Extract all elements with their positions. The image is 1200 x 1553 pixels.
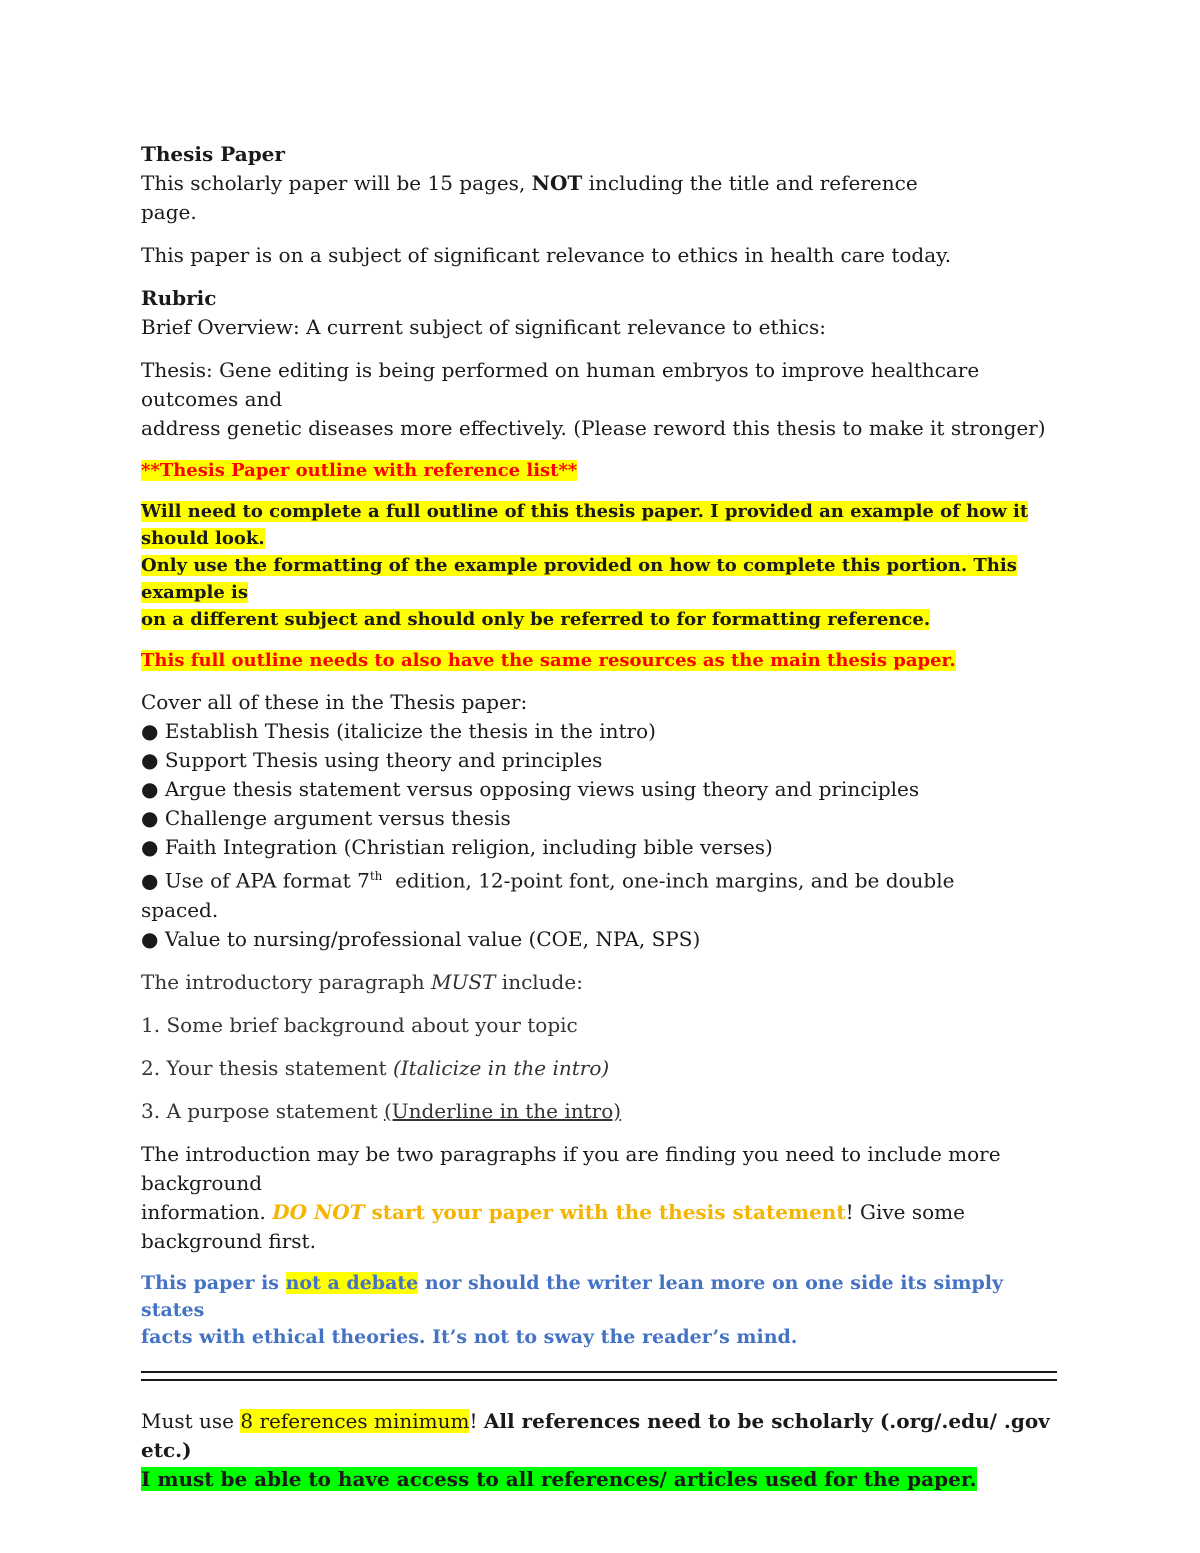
outline-instructions — [141, 498, 1061, 633]
intro-line-2: page. — [141, 200, 197, 224]
bullet-icon: ● — [141, 926, 159, 951]
intro-item-2: 2. Your thesis statement (Italicize in the intro) — [141, 1055, 610, 1080]
outline-instr-2: Only use the formatting of the example provided on how to complete this portion. This example is — [141, 555, 1017, 603]
list-item: ● Argue thesis statement versus opposing views using theory and principles — [141, 777, 920, 801]
list-item: ● Use of APA format 7th edition, 12-point font, one-inch margins, and be double — [141, 868, 955, 893]
list-item-continued: spaced. — [141, 897, 219, 922]
bullet-icon: ● — [141, 748, 159, 772]
rubric-thesis-2: address genetic diseases more effectively. (Please reword this thesis to make it stronger) — [141, 416, 1046, 440]
outline-title: **Thesis Paper outline with reference list** — [141, 460, 578, 481]
list-item: ● Value to nursing/professional value (COE, NPA, SPS) — [141, 926, 701, 951]
intro-item-1: 1. Some brief background about your topic — [141, 1012, 578, 1037]
cover-list — [141, 717, 1061, 954]
rubric-overview: Brief Overview: A current subject of significant relevance to ethics: — [141, 315, 826, 339]
page-title: Thesis Paper — [141, 142, 285, 166]
bullet-icon: ● — [141, 835, 159, 859]
list-item: ● Establish Thesis (italicize the thesis in the intro) — [141, 719, 656, 743]
bullet-icon: ● — [141, 806, 159, 830]
bullet-icon: ● — [141, 719, 159, 743]
bullet-icon: ● — [141, 868, 159, 893]
relevance-text: This paper is on a subject of significant relevance to ethics in health care today. — [141, 243, 952, 267]
intro-item-3: 3. A purpose statement (Underline in the intro) — [141, 1098, 622, 1123]
cover-title: Cover all of these in the Thesis paper: — [141, 690, 528, 714]
outline-resources: This full outline needs to also have the same resources as the main thesis paper. — [141, 650, 956, 671]
list-item: ● Challenge argument versus thesis — [141, 806, 511, 830]
intro-text-1: This scholarly paper will be 15 pages, — [141, 171, 532, 195]
references-note: Must use 8 references minimum! All references need to be scholarly (.org/.edu/ .gov etc.) I must be able to have access to all references/ articles used for the paper. — [141, 1408, 1050, 1491]
intro-length-2: information. DO NOT start your paper with the thesis statement! Give some background first. — [141, 1199, 965, 1253]
outline-instr-1: Will need to complete a full outline of this thesis paper. I provided an example of how it should look. — [141, 501, 1029, 549]
outline-instr-3: on a different subject and should only be referred to for formatting reference. — [141, 609, 931, 630]
list-item: ● Support Thesis using theory and principles — [141, 748, 603, 772]
intro-not: NOT — [531, 171, 583, 195]
list-item: ● Faith Integration (Christian religion, including bible verses) — [141, 835, 773, 859]
rubric-thesis-1: Thesis: Gene editing is being performed on human embryos to improve healthcare outcomes and — [141, 358, 980, 411]
divider — [141, 1371, 1057, 1381]
bullet-icon: ● — [141, 777, 159, 801]
intro-text-2: including the title and reference — [582, 171, 918, 195]
document-page — [141, 140, 1061, 1494]
intro-length-1: The introduction may be two paragraphs if you are finding you need to include more background — [141, 1141, 1001, 1195]
debate-note: This paper is not a debate nor should the writer lean more on one side its simply states facts with ethical theories. It’s not to sway the reader’s mind. — [141, 1271, 1004, 1348]
intro-line — [141, 169, 1061, 198]
rubric-title: Rubric — [141, 286, 217, 310]
intro-paragraph-title: The introductory paragraph MUST include: — [141, 969, 583, 994]
